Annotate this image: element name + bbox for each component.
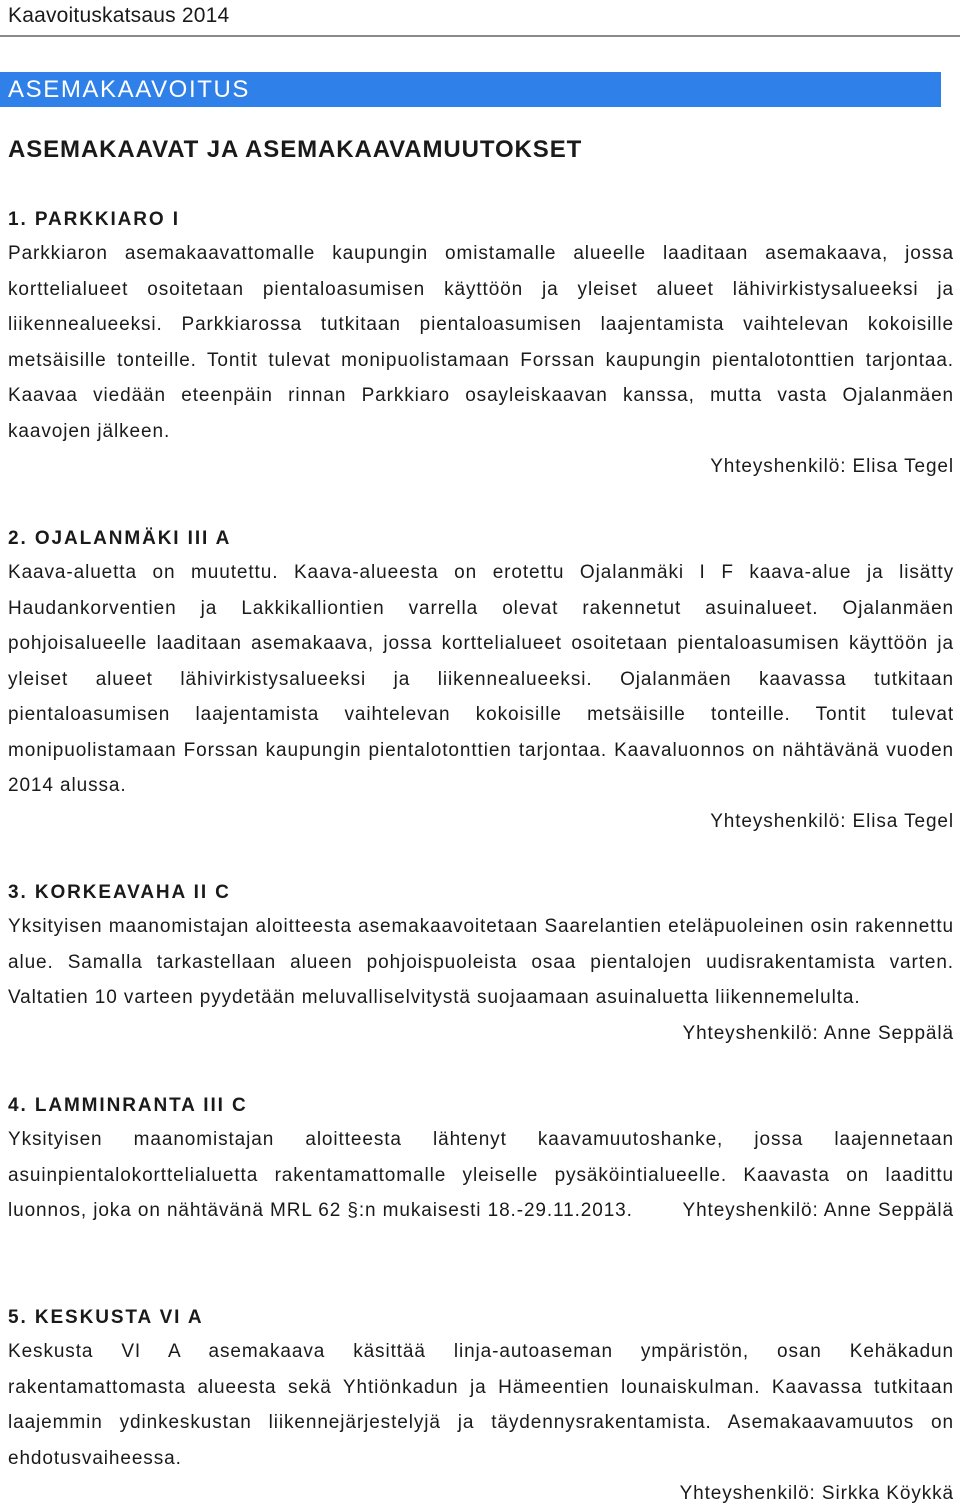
contact-person: Yhteyshenkilö: Elisa Tegel bbox=[710, 810, 954, 832]
section-korkeavaha bbox=[8, 877, 954, 1051]
section-body: Kaava-aluetta on muutettu. Kaava-alueesta on erotettu Ojalanmäki I F kaava-alue ja lisätty Haudankorventien ja Lakkikalliontien varrella olevat rakennetut asuinalueet. Ojalanmäen pohjoisalueelle laaditaan asemakaava, jossa korttelialueet osoitetaan pientaloasumisen käyttöön ja yleiset alueet lähivirkistysalueeksi ja liikennealueeksi. Ojalanmäen kaavassa tutkitaan pientaloasumisen laajentamista vaihtelevan kokoisille metsäisille tonteille. Tontit tulevat monipuolistamaan Forssan kaupungin pientalotonttien tarjontaa. Kaavaluonnos on nähtävänä vuoden 2014 alussa. bbox=[8, 562, 954, 796]
section-lamminranta bbox=[8, 1090, 954, 1229]
section-ojalanmaki bbox=[8, 523, 954, 839]
section-body: Yksityisen maanomistajan aloitteesta asemakaavoitetaan Saarelantien eteläpuoleinen osin rakennettu alue. Samalla tarkastellaan alueen pohjoispuoleista osaa pientalojen uudisrakentamista varten. Valtatien 10 varteen pyydetään meluvalliselvitystä suojaamaan asuinaluetta liikennemelulta. bbox=[8, 916, 954, 1008]
section-title: 3. KORKEAVAHA II C bbox=[8, 882, 231, 903]
section-body: Yksityisen maanomistajan aloitteesta lähtenyt kaavamuutoshanke, jossa laajennetaan asuinpientalokorttelialuetta rakentamattomalle yleiselle pysäköintialueelle. Kaavasta on laadittu luonnos, joka on nähtävänä MRL 62 §:n mukaisesti 18.-29.11.2013. bbox=[8, 1129, 954, 1221]
section-banner: ASEMAKAAVOITUS bbox=[0, 72, 941, 107]
header-divider bbox=[0, 35, 960, 37]
section-title: 5. KESKUSTA VI A bbox=[8, 1307, 204, 1328]
section-title: 1. PARKKIARO I bbox=[8, 209, 180, 230]
contact-person: Yhteyshenkilö: Elisa Tegel bbox=[710, 456, 954, 477]
section-title: 2. OJALANMÄKI III A bbox=[8, 528, 232, 549]
section-body-with-contact bbox=[8, 1122, 954, 1229]
page-header: Kaavoituskatsaus 2014 bbox=[8, 4, 230, 27]
contact-person: Yhteyshenkilö: Anne Seppälä bbox=[682, 1022, 954, 1044]
section-body: Keskusta VI A asemakaava käsittää linja-autoaseman ympäristön, osan Kehäkadun rakentamattomasta alueesta sekä Yhtiönkadun ja Hämeentien lounaiskulman. Kaavassa tutkitaan laajemmin ydinkeskustan liikennejärjestelyjä ja täydennysrakentamista. Asemakaavamuutos on ehdotusvaiheessa. bbox=[8, 1341, 954, 1469]
section-parkkiaro bbox=[8, 204, 954, 485]
contact-person: Yhteyshenkilö: Sirkka Köykkä bbox=[679, 1483, 954, 1504]
section-keskusta bbox=[8, 1302, 954, 1512]
document-heading: ASEMAKAAVAT JA ASEMAKAAVAMUUTOKSET bbox=[8, 136, 583, 163]
section-title: 4. LAMMINRANTA III C bbox=[8, 1095, 248, 1116]
contact-person: Yhteyshenkilö: Anne Seppälä bbox=[682, 1200, 954, 1221]
section-body-with-contact bbox=[8, 909, 954, 1051]
section-body: Parkkiaron asemakaavattomalle kaupungin omistamalle alueelle laaditaan asemakaava, jossa korttelialueet osoitetaan pientaloasumisen käyttöön ja yleiset alueet lähivirkistysalueeksi ja liikennealueeksi. Parkkiarossa tutkitaan pientaloasumisen laajentamista vaihtelevan kokoisille metsäisille tonteille. Tontit tulevat monipuolistamaan Forssan kaupungin pientalotonttien tarjontaa. Kaavaa viedään eteenpäin rinnan Parkkiaro osayleiskaavan kanssa, mutta vasta Ojalanmäen kaavojen jälkeen. bbox=[8, 243, 954, 442]
